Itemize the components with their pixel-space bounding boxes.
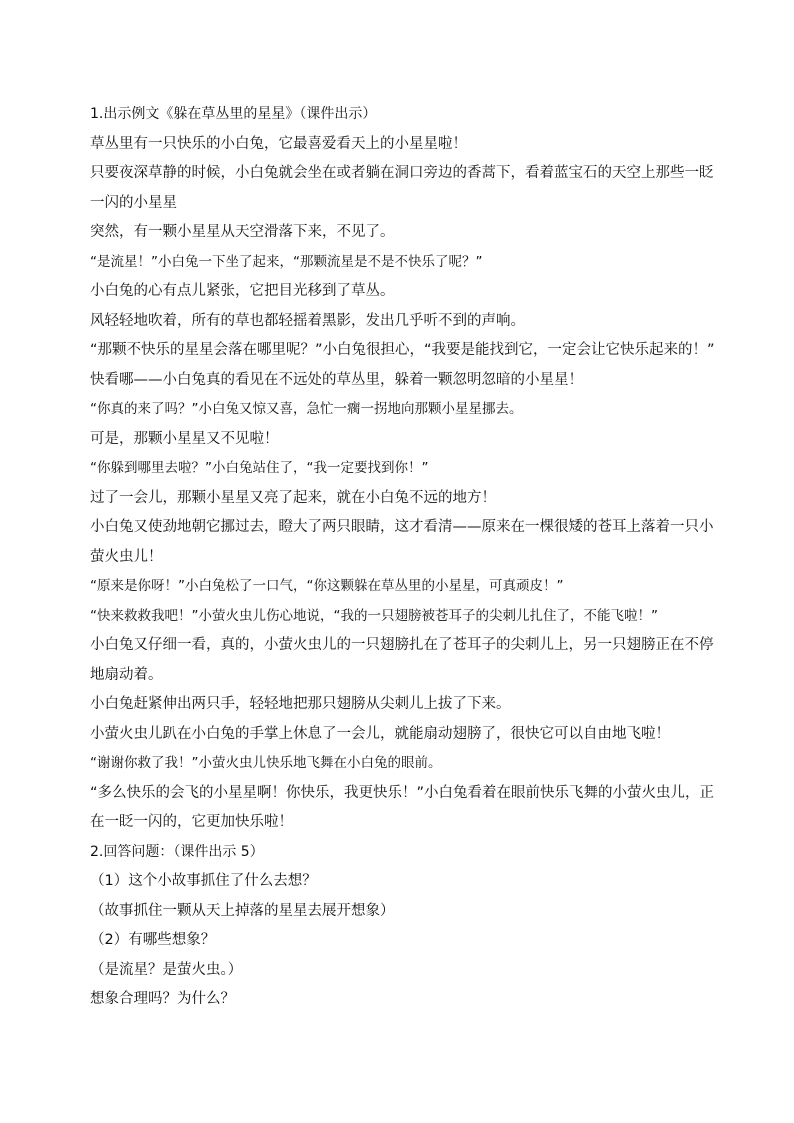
paragraph: 小白兔的心有点儿紧张，它把目光移到了草丛。 [90, 283, 395, 299]
heading-questions: 2.回答问题：（课件出示 5） [90, 843, 264, 860]
question-3: 想象合理吗？为什么？ [90, 991, 235, 1007]
dialogue-paragraph: “你真的来了吗？”小白兔又惊又喜，急忙一瘸一拐地向那颗小星星挪去。 [90, 401, 523, 417]
paragraph: 小白兔赶紧伸出两只手，轻轻地把那只翅膀从尖刺儿上拔了下来。 [90, 696, 511, 712]
paragraph: 风轻轻地吹着，所有的草也都轻摇着黑影，发出几乎听不到的声响。 [90, 312, 525, 329]
dialogue-paragraph: “原来是你呀！”小白兔松了一口气，“你这颗躲在草丛里的小星星，可真顽皮！” [90, 578, 564, 594]
paragraph: 过了一会儿，那颗小星星又亮了起来，就在小白兔不远的地方！ [90, 489, 496, 506]
question-1: （1）这个小故事抓住了什么去想？ [90, 873, 317, 889]
dialogue-paragraph: “是流星！”小白兔一下坐了起来，“那颗流星是不是不快乐了呢？” [90, 253, 483, 270]
dialogue-paragraph: “那颗不快乐的星星会落在哪里呢？”小白兔很担心，“我要是能找到它，一定会让它快乐起来的！” [90, 342, 715, 358]
paragraph: 快看哪——小白兔真的看见在不远处的草丛里，躲着一颗忽明忽暗的小星星！ [90, 371, 583, 388]
dialogue-paragraph: “多么快乐的会飞的小星星啊！你快乐，我更快乐！”小白兔看着在眼前快乐飞舞的小萤火虫儿，正在一眨一闪的，它更加快乐啦！ [90, 784, 715, 830]
paragraph: 草丛里有一只快乐的小白兔，它最喜爱看天上的小星星啦！ [90, 135, 467, 152]
paragraph: 只要夜深草静的时候，小白兔就会坐在或者躺在洞口旁边的香蒿下，看着蓝宝石的天空上那些一眨一闪的小星星 [90, 165, 714, 211]
answer-1: （故事抓住一颗从天上掉落的星星去展开想象） [90, 902, 395, 919]
paragraph: 突然，有一颗小星星从天空滑落下来，不见了。 [90, 224, 395, 240]
answer-2: （是流星？是萤火虫。） [90, 961, 243, 978]
question-2: （2）有哪些想象？ [90, 932, 216, 948]
paragraph: 可是，那颗小星星又不见啦！ [90, 430, 279, 447]
dialogue-paragraph: “谢谢你救了我！”小萤火虫儿快乐地飞舞在小白兔的眼前。 [90, 755, 442, 771]
heading-example-text: 1.出示例文《躲在草丛里的星星》（课件出示） [90, 106, 377, 122]
document-body [90, 100, 724, 1015]
paragraph: 小白兔又使劲地朝它挪过去，瞪大了两只眼睛，这才看清——原来在一棵很矮的苍耳上落着一只小萤火虫儿！ [90, 519, 714, 565]
paragraph: 小萤火虫儿趴在小白兔的手掌上休息了一会儿，就能扇动翅膀了，很快它可以自由地飞啦！ [90, 725, 670, 742]
dialogue-paragraph: “快来救救我吧！”小萤火虫儿伤心地说，“我的一只翅膀被苍耳子的尖刺儿扎住了，不能飞啦！” [90, 607, 658, 624]
dialogue-paragraph: “你躲到哪里去啦？”小白兔站住了，“我一定要找到你！” [90, 460, 429, 476]
paragraph: 小白兔又仔细一看，真的，小萤火虫儿的一只翅膀扎在了苍耳子的尖刺儿上，另一只翅膀正在不停地扇动着。 [90, 637, 714, 683]
